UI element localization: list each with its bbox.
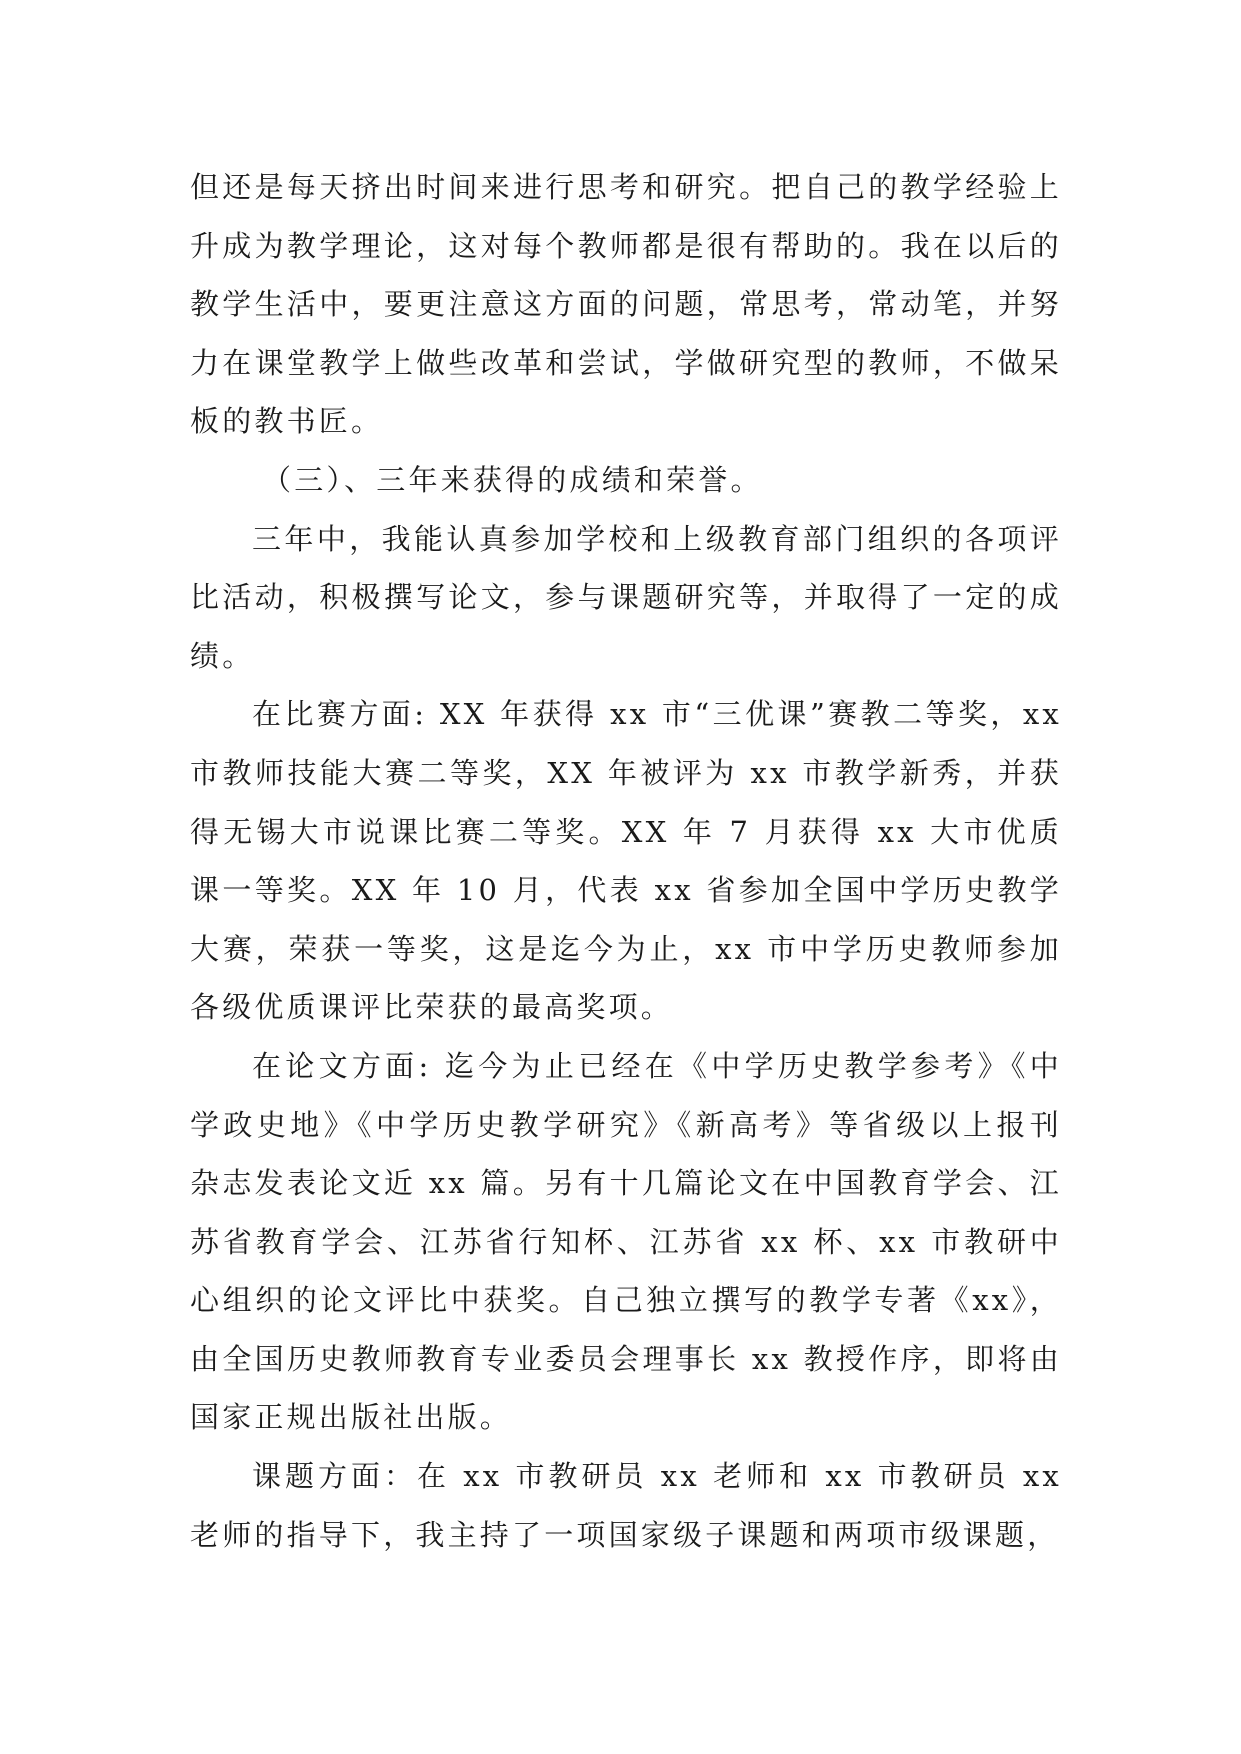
- paragraph-continuation: 但还是每天挤出时间来进行思考和研究。把自己的教学经验上升成为教学理论，这对每个教师都是很有帮助的。我在以后的教学生活中，要更注意这方面的问题，常思考，常动笔，并努力在课堂教学上做些改革和尝试，学做研究型的教师，不做呆板的教书匠。: [190, 170, 1062, 439]
- paragraph-competitions: 在比赛方面: XX 年获得 xx 市“三优课”赛教二等奖，xx 市教师技能大赛二等奖，XX 年被评为 xx 市教学新秀，并获得无锡大市说课比赛二等奖。XX 年 7 月获得 xx 大市优质课一等奖。XX 年 10 月，代表 xx 省参加全国中学历史教学大赛，荣获一等奖，这是迄今为止，xx 市中学历史教师参加各级优质课评比荣获的最高奖项。: [190, 697, 1062, 1025]
- paragraph-papers: 在论文方面: 迄今为止已经在《中学历史教学参考》《中学政史地》《中学历史教学研究》《新高考》等省级以上报刊杂志发表论文近 xx 篇。另有十几篇论文在中国教育学会、江苏省教育学会、江苏省行知杯、江苏省 xx 杯、xx 市教研中心组织的论文评比中获奖。自己独立撰写的教学专著《xx》，由全国历史教师教育专业委员会理事长 xx 教授作序，即将由国家正规出版社出版。: [190, 1048, 1062, 1435]
- document-body: [190, 158, 1062, 1564]
- section-heading: （三）、三年来获得的成绩和荣誉。: [262, 462, 763, 497]
- paragraph-intro: 三年中，我能认真参加学校和上级教育部门组织的各项评比活动，积极撰写论文，参与课题研究等，并取得了一定的成绩。: [190, 521, 1062, 673]
- paragraph-research: 课题方面：在 xx 市教研员 xx 老师和 xx 市教研员 xx 老师的指导下，我主持了一项国家级子课题和两项市级课题，: [190, 1459, 1062, 1552]
